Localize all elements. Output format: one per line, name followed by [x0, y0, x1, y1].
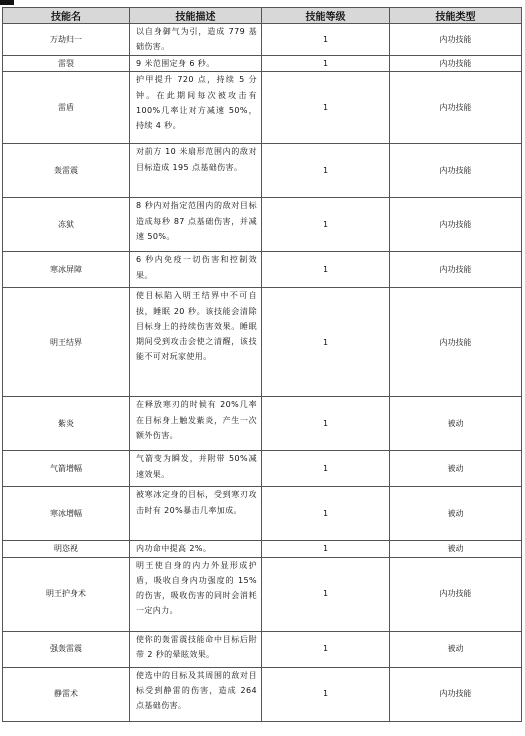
skill-type: 被动	[390, 631, 522, 667]
skill-type: 被动	[390, 487, 522, 541]
skill-description: 9 米范围定身 6 秒。	[130, 56, 262, 72]
table-row	[3, 252, 522, 288]
skill-description: 使选中的目标及其周围的敌对目标受到静雷的伤害，造成 264 点基础伤害。	[130, 667, 262, 721]
table-row	[3, 541, 522, 557]
skill-name: 寒冰增幅	[3, 487, 130, 541]
skill-description: 内功命中提高 2%。	[130, 541, 262, 557]
skill-level: 1	[262, 557, 390, 631]
table-header-row	[3, 8, 522, 24]
table-row	[3, 288, 522, 397]
skill-name: 寒冰屏障	[3, 252, 130, 288]
skill-level: 1	[262, 252, 390, 288]
skill-type: 内功技能	[390, 288, 522, 397]
header-skill-name: 技能名	[3, 8, 130, 24]
skill-name: 明恣视	[3, 541, 130, 557]
skill-description: 6 秒内免疫一切伤害和控制效果。	[130, 252, 262, 288]
skill-name: 冻狱	[3, 198, 130, 252]
table-row	[3, 631, 522, 667]
skill-level: 1	[262, 631, 390, 667]
skill-name: 明王结界	[3, 288, 130, 397]
skill-level: 1	[262, 24, 390, 56]
skill-description: 明王使自身的内力外显形成护盾，吸收自身内功强度的 15%的伤害，吸收伤害的同时会消耗一定内力。	[130, 557, 262, 631]
skill-type: 被动	[390, 541, 522, 557]
skill-description: 使你的轰雷震技能命中目标后附带 2 秒的晕眩效果。	[130, 631, 262, 667]
skill-type: 内功技能	[390, 198, 522, 252]
table-row	[3, 144, 522, 198]
skill-level: 1	[262, 541, 390, 557]
table-row	[3, 557, 522, 631]
skill-type: 内功技能	[390, 667, 522, 721]
skill-name: 紫炎	[3, 397, 130, 451]
table-row	[3, 397, 522, 451]
skill-description: 护甲提升 720 点，持续 5 分钟。在此期间每次被攻击有 100%几率让对方减速 50%，持续 4 秒。	[130, 72, 262, 144]
skill-name: 强轰雷震	[3, 631, 130, 667]
table-row	[3, 72, 522, 144]
header-skill-type: 技能类型	[390, 8, 522, 24]
skill-name: 气箭增幅	[3, 451, 130, 487]
skill-description: 在释放寒刃的时候有 20%几率在目标身上触发紫炎，产生一次额外伤害。	[130, 397, 262, 451]
skill-type: 内功技能	[390, 144, 522, 198]
skill-name: 万劫归一	[3, 24, 130, 56]
table-row	[3, 487, 522, 541]
skill-level: 1	[262, 288, 390, 397]
skill-level: 1	[262, 144, 390, 198]
skill-type: 内功技能	[390, 557, 522, 631]
skill-name: 雷裂	[3, 56, 130, 72]
table-row	[3, 451, 522, 487]
skill-name: 明王护身术	[3, 557, 130, 631]
header-skill-description: 技能描述	[130, 8, 262, 24]
table-row	[3, 667, 522, 721]
skill-description: 以自身御气为引，造成 779 基础伤害。	[130, 24, 262, 56]
skill-description: 被寒冰定身的目标，受到寒刃攻击时有 20%暴击几率加成。	[130, 487, 262, 541]
skill-level: 1	[262, 56, 390, 72]
table-row	[3, 56, 522, 72]
skill-description: 气箭变为瞬发，并附带 50%减速效果。	[130, 451, 262, 487]
skill-type: 内功技能	[390, 72, 522, 144]
skill-description: 对前方 10 米扇形范围内的敌对目标造成 195 点基础伤害。	[130, 144, 262, 198]
skill-type: 内功技能	[390, 252, 522, 288]
skill-level: 1	[262, 397, 390, 451]
skill-level: 1	[262, 667, 390, 721]
skill-level: 1	[262, 198, 390, 252]
skill-type: 内功技能	[390, 24, 522, 56]
skills-table	[2, 7, 522, 722]
skill-type: 被动	[390, 397, 522, 451]
skill-description: 使目标陷入明王结界中不可自拔，睡眠 20 秒。该技能会清除目标身上的持续伤害效果。睡眠期间受到攻击会使之清醒，该技能不可对玩家使用。	[130, 288, 262, 397]
table-row	[3, 24, 522, 56]
table-row	[3, 198, 522, 252]
header-skill-level: 技能等级	[262, 8, 390, 24]
skill-level: 1	[262, 72, 390, 144]
skill-level: 1	[262, 487, 390, 541]
skill-type: 被动	[390, 451, 522, 487]
skill-name: 轰雷震	[3, 144, 130, 198]
skill-level: 1	[262, 451, 390, 487]
skill-name: 雷盾	[3, 72, 130, 144]
skill-description: 8 秒内对指定范围内的敌对目标造成每秒 87 点基础伤害，并减速 50%。	[130, 198, 262, 252]
skill-type: 内功技能	[390, 56, 522, 72]
skill-name: 静雷术	[3, 667, 130, 721]
corner-mark	[0, 0, 14, 5]
